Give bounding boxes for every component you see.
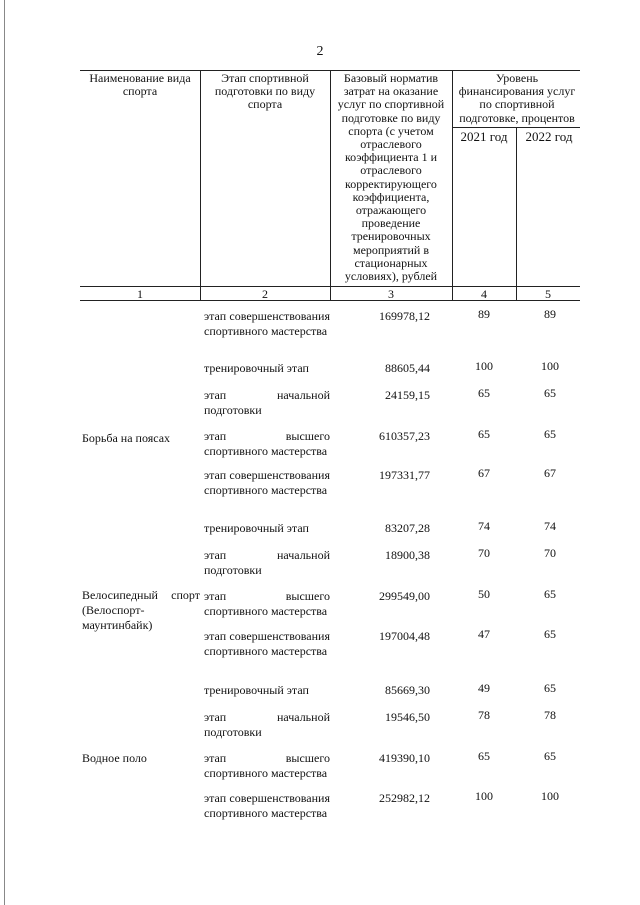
stage-cell: этап совершенствования спортивного мастерства	[204, 309, 330, 338]
scan-edge-line	[4, 0, 5, 905]
pct-2022-cell: 78	[544, 708, 556, 722]
stage-cell: этап начальной подготовки	[204, 388, 330, 417]
page-number: 2	[316, 44, 324, 59]
cost-cell: 252982,12	[379, 791, 430, 805]
pct-2022-cell: 65	[544, 427, 556, 441]
stage-cell: этап высшего спортивного мастерства	[204, 429, 330, 458]
col-divider-1	[200, 70, 201, 300]
pct-2021-cell: 100	[475, 359, 493, 373]
sport-name: Велосипедный спорт (Велоспорт-маунтинбайк)	[82, 588, 200, 632]
cost-cell: 88605,44	[385, 361, 430, 375]
pct-2021-cell: 89	[478, 307, 490, 321]
col-divider-2	[330, 70, 331, 300]
cost-cell: 83207,28	[385, 521, 430, 535]
pct-2021-cell: 74	[478, 519, 490, 533]
pct-2022-cell: 70	[544, 546, 556, 560]
col-number: 5	[545, 287, 551, 301]
pct-2022-cell: 65	[544, 587, 556, 601]
pct-2021-cell: 65	[478, 749, 490, 763]
header-stage: Этап спортивной подготовки по виду спорта	[214, 71, 316, 112]
pct-2021-cell: 67	[478, 466, 490, 480]
cost-cell: 197004,48	[379, 629, 430, 643]
pct-2021-cell: 65	[478, 427, 490, 441]
pct-2022-cell: 100	[541, 359, 559, 373]
pct-2022-cell: 65	[544, 386, 556, 400]
col-number: 4	[481, 287, 487, 301]
stage-cell: тренировочный этап	[204, 683, 309, 697]
cost-cell: 19546,50	[385, 710, 430, 724]
header-year-2022: 2022 год	[525, 129, 573, 144]
cost-cell: 169978,12	[379, 309, 430, 323]
pct-2022-cell: 65	[544, 681, 556, 695]
pct-2021-cell: 65	[478, 386, 490, 400]
col-number: 3	[388, 287, 394, 301]
stage-cell: этап совершенствования спортивного мастерства	[204, 468, 330, 497]
pct-2021-cell: 49	[478, 681, 490, 695]
pct-2022-cell: 89	[544, 307, 556, 321]
cost-cell: 197331,77	[379, 468, 430, 482]
col-number: 1	[137, 287, 143, 301]
header-sport: Наименование вида спорта	[89, 71, 191, 99]
stage-cell: этап высшего спортивного мастерства	[204, 751, 330, 780]
pct-2021-cell: 70	[478, 546, 490, 560]
col-divider-4	[516, 127, 517, 300]
pct-2021-cell: 50	[478, 587, 490, 601]
cost-cell: 610357,23	[379, 429, 430, 443]
cost-cell: 419390,10	[379, 751, 430, 765]
sport-name: Водное поло	[82, 751, 147, 765]
cost-cell: 299549,00	[379, 589, 430, 603]
header-norm: Базовый норматив затрат на оказание услуг по спортивной подготовке по виду спорта (с учетом отраслевого коэффициента 1 и отраслевого корректирующего коэффициента, отражающего проведение тренировочных мероприятий в стационарных условиях), рублей	[337, 71, 445, 284]
header-year-2021: 2021 год	[460, 129, 508, 144]
stage-cell: этап совершенствования спортивного мастерства	[204, 629, 330, 658]
pct-2022-cell: 65	[544, 627, 556, 641]
header-level: Уровень финансирования услуг по спортивной подготовке, процентов	[458, 71, 576, 125]
cost-cell: 24159,15	[385, 388, 430, 402]
pct-2022-cell: 74	[544, 519, 556, 533]
stage-cell: этап начальной подготовки	[204, 710, 330, 739]
col-divider-3	[452, 70, 453, 300]
pct-2022-cell: 100	[541, 789, 559, 803]
stage-cell: этап начальной подготовки	[204, 548, 330, 577]
cost-cell: 85669,30	[385, 683, 430, 697]
sport-name: Борьба на поясах	[82, 431, 171, 445]
stage-cell: этап высшего спортивного мастерства	[204, 589, 330, 618]
pct-2022-cell: 67	[544, 466, 556, 480]
pct-2021-cell: 100	[475, 789, 493, 803]
pct-2021-cell: 78	[478, 708, 490, 722]
pct-2022-cell: 65	[544, 749, 556, 763]
stage-cell: тренировочный этап	[204, 361, 309, 375]
stage-cell: этап совершенствования спортивного мастерства	[204, 791, 330, 820]
cost-cell: 18900,38	[385, 548, 430, 562]
stage-cell: тренировочный этап	[204, 521, 309, 535]
col-number: 2	[262, 287, 268, 301]
pct-2021-cell: 47	[478, 627, 490, 641]
